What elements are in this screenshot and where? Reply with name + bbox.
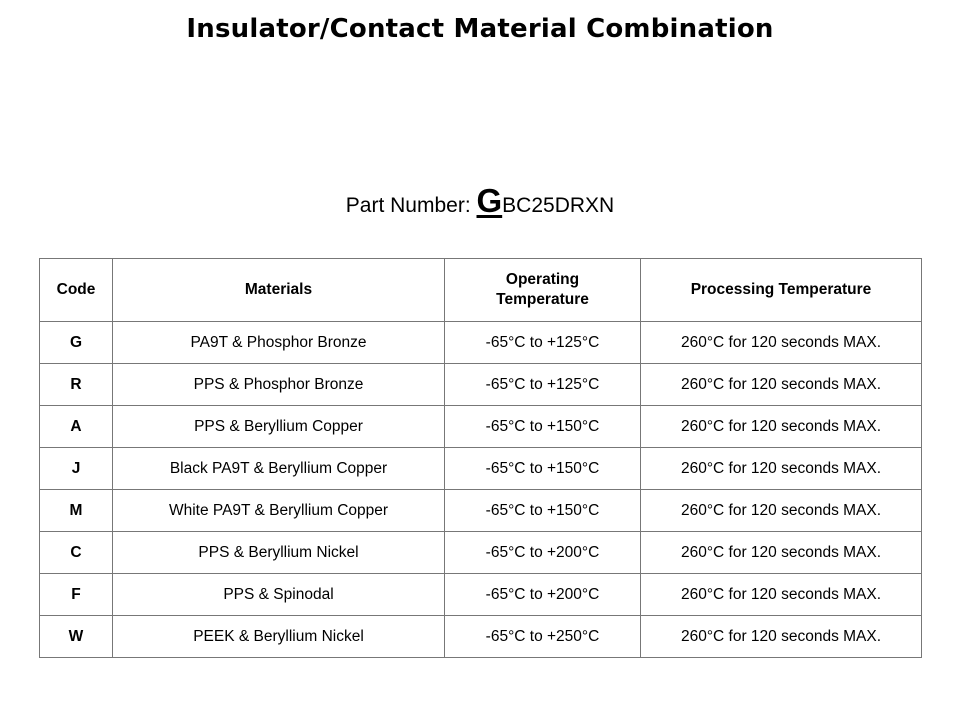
table-header-row	[40, 259, 922, 322]
cell-operating-temperature: -65°C to +125°C	[445, 364, 641, 406]
cell-materials: PPS & Beryllium Copper	[113, 406, 445, 448]
table-row	[40, 574, 922, 616]
cell-operating-temperature: -65°C to +150°C	[445, 448, 641, 490]
cell-code: R	[40, 364, 113, 406]
cell-operating-temperature: -65°C to +150°C	[445, 406, 641, 448]
cell-processing-temperature: 260°C for 120 seconds MAX.	[641, 406, 922, 448]
cell-materials: PPS & Phosphor Bronze	[113, 364, 445, 406]
cell-processing-temperature: 260°C for 120 seconds MAX.	[641, 322, 922, 364]
cell-code: J	[40, 448, 113, 490]
cell-processing-temperature: 260°C for 120 seconds MAX.	[641, 448, 922, 490]
cell-code: W	[40, 616, 113, 658]
cell-materials: PPS & Spinodal	[113, 574, 445, 616]
part-number-suffix: BC25DRXN	[502, 194, 615, 217]
table-row	[40, 616, 922, 658]
cell-code: C	[40, 532, 113, 574]
part-number	[0, 182, 960, 220]
part-number-code-letter: G	[476, 182, 503, 219]
header-code: Code	[40, 259, 113, 322]
header-operating-temperature: Operating Temperature	[445, 259, 641, 322]
slide-title: Insulator/Contact Material Combination	[186, 14, 774, 44]
cell-materials: White PA9T & Beryllium Copper	[113, 490, 445, 532]
table-row	[40, 322, 922, 364]
table-body	[40, 322, 922, 658]
cell-operating-temperature: -65°C to +200°C	[445, 532, 641, 574]
materials-table	[39, 258, 922, 658]
cell-processing-temperature: 260°C for 120 seconds MAX.	[641, 490, 922, 532]
cell-materials: Black PA9T & Beryllium Copper	[113, 448, 445, 490]
header-materials: Materials	[113, 259, 445, 322]
table-row	[40, 448, 922, 490]
cell-code: M	[40, 490, 113, 532]
table-row	[40, 490, 922, 532]
cell-code: A	[40, 406, 113, 448]
cell-code: G	[40, 322, 113, 364]
cell-processing-temperature: 260°C for 120 seconds MAX.	[641, 532, 922, 574]
cell-materials: PEEK & Beryllium Nickel	[113, 616, 445, 658]
cell-operating-temperature: -65°C to +125°C	[445, 322, 641, 364]
cell-code: F	[40, 574, 113, 616]
cell-processing-temperature: 260°C for 120 seconds MAX.	[641, 574, 922, 616]
cell-materials: PA9T & Phosphor Bronze	[113, 322, 445, 364]
part-number-label: Part Number:	[345, 194, 477, 217]
cell-processing-temperature: 260°C for 120 seconds MAX.	[641, 364, 922, 406]
table-row	[40, 532, 922, 574]
cell-operating-temperature: -65°C to +150°C	[445, 490, 641, 532]
header-processing-temperature: Processing Temperature	[641, 259, 922, 322]
cell-operating-temperature: -65°C to +250°C	[445, 616, 641, 658]
table-row	[40, 406, 922, 448]
cell-operating-temperature: -65°C to +200°C	[445, 574, 641, 616]
cell-materials: PPS & Beryllium Nickel	[113, 532, 445, 574]
cell-processing-temperature: 260°C for 120 seconds MAX.	[641, 616, 922, 658]
table-row	[40, 364, 922, 406]
